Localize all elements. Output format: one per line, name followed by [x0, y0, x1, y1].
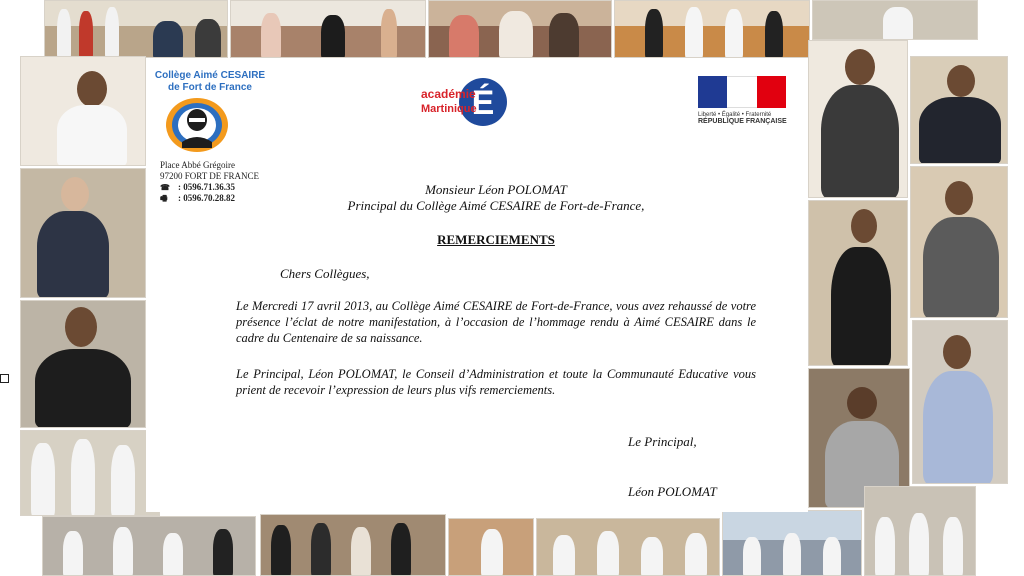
republique-name: RÉPUBLIQUE FRANÇAISE: [698, 118, 787, 125]
school-name-line2: de Fort de France: [168, 82, 252, 93]
address-line2: 97200 FORT DE FRANCE: [160, 171, 260, 181]
photo-bottom-officials: [260, 514, 446, 576]
school-logo: [164, 96, 230, 154]
academie-martinique-logo: [419, 68, 511, 128]
school-name: [154, 70, 266, 94]
photo-bottom-students-1: [42, 516, 256, 576]
photo-woman-reading: [808, 200, 908, 366]
fax-icon: 🖷: [160, 194, 168, 203]
paragraph-1: Le Mercredi 17 avril 2013, au Collège Aimé CESAIRE de Fort-de-France, vous avez rehaussé de votre présence l’éclat de notre manifestation, à l’occasion de l’hommage rendu à Aimé CESAIRE dans le cadre du Centenaire de sa naissance.: [236, 299, 756, 345]
photo-speaker-right-2: [910, 56, 1008, 164]
photo-man-blue-shirt: [912, 320, 1008, 484]
photo-audience-top: [428, 0, 612, 58]
school-name-line1: Collège Aimé CESAIRE: [154, 70, 266, 81]
photo-students-standing-top: [614, 0, 810, 58]
phone-icon: ☎: [160, 183, 170, 192]
photo-speaker-glasses: [20, 56, 146, 166]
photo-bottom-raised-hand: [448, 518, 534, 576]
academie-line2: Martinique: [421, 103, 477, 115]
paragraph-2: Le Principal, Léon POLOMAT, le Conseil d’Administration et toute la Communauté Educative vous prient de recevoir l’expression de leurs plus vifs remerciements.: [236, 367, 756, 397]
salutation: Chers Collègues,: [280, 266, 370, 281]
phone-number: : 0596.71.36.35: [178, 182, 235, 192]
academie-line1: académie: [421, 87, 476, 101]
address-line1: Place Abbé Grégoire: [160, 160, 235, 170]
letter-heading: REMERCIEMENTS: [437, 232, 555, 247]
recipient-block: [146, 182, 846, 214]
recipient-line1: Monsieur Léon POLOMAT: [425, 182, 567, 197]
photo-bottom-audience: [536, 518, 720, 576]
photo-speaker-suit: [20, 168, 146, 298]
letter-page: [146, 60, 808, 512]
republique-logo: [698, 76, 790, 125]
photo-students-top-left: [44, 0, 228, 58]
photo-portrait-top-right: [812, 0, 978, 40]
checkbox-marker: [0, 374, 9, 383]
photo-bottom-boys: [864, 486, 976, 576]
closing: Le Principal,: [628, 434, 697, 449]
fax-number: : 0596.70.28.82: [178, 193, 235, 203]
photo-dancers: [230, 0, 426, 58]
photo-children-ties: [20, 430, 160, 516]
photo-young-man-reading: [910, 166, 1008, 318]
french-flag: [698, 76, 786, 108]
academie-letter: É: [471, 84, 495, 122]
recipient-line2: Principal du Collège Aimé CESAIRE de Fort-de-France,: [347, 198, 645, 213]
signature: Léon POLOMAT: [628, 484, 717, 499]
photo-bottom-outdoor: [722, 510, 862, 576]
photo-speaker-right-1: [808, 40, 908, 198]
photo-speaker-mic: [20, 300, 146, 428]
republique-motto: Liberté • Égalité • Fraternité: [698, 112, 772, 118]
